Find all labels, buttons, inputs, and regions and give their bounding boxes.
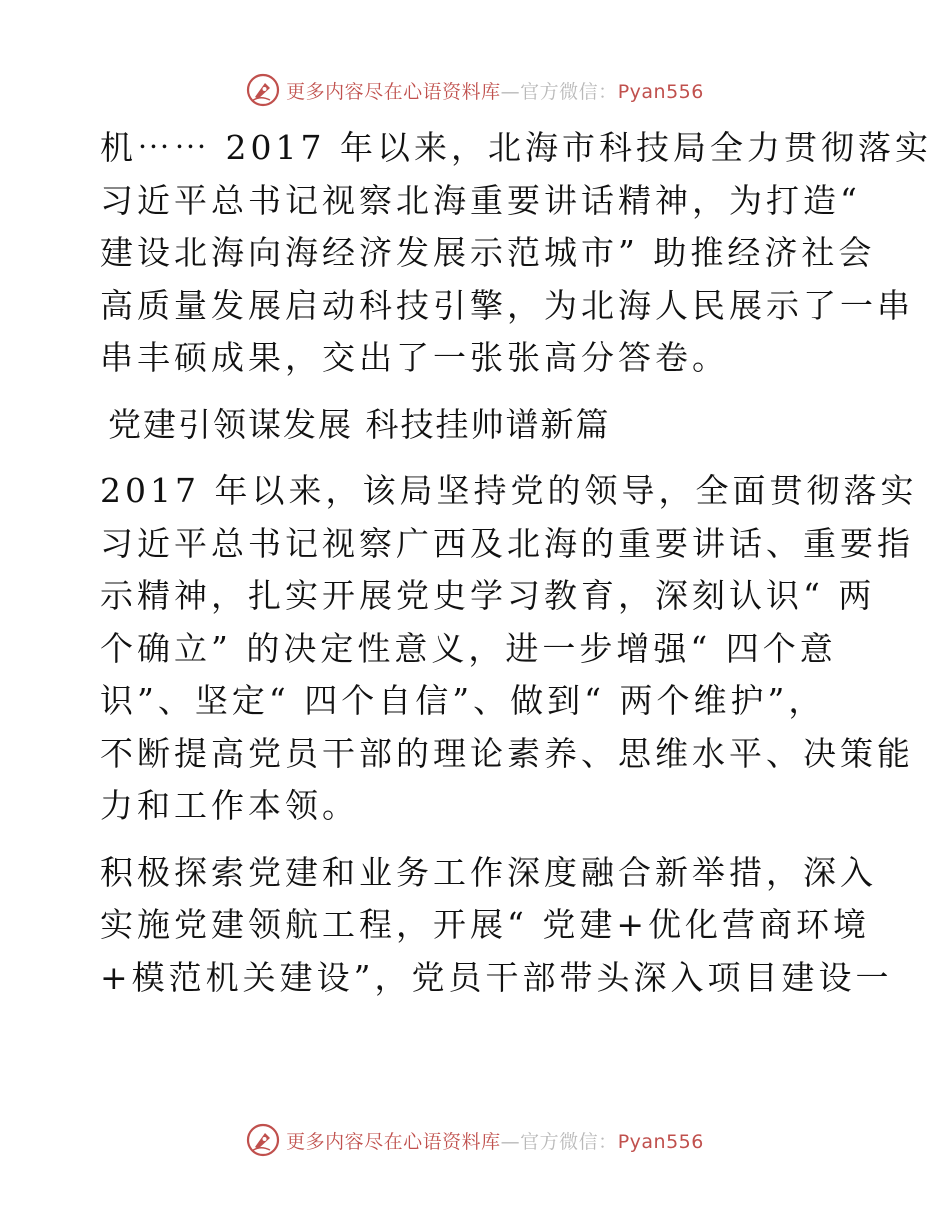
text-line: 2017 年以来，该局坚持党的领导，全面贯彻落实 [100, 471, 918, 510]
text-line: 示精神，扎实开展党史学习教育，深刻认识“ 两 [100, 576, 876, 615]
section-heading: 党建引领谋发展 科技挂帅谱新篇 [108, 404, 611, 444]
paragraph-1 [100, 122, 932, 385]
text-line: 机⋯⋯ 2017 年以来，北海市科技局全力贯彻落实 [100, 128, 932, 167]
wechat-id: Pyan556 [617, 80, 704, 103]
watermark-banner-bottom [0, 1120, 950, 1160]
text-line: +模范机关建设”，党员干部带头深入项目建设一 [100, 957, 893, 997]
official-label: 官方微信： [520, 1130, 618, 1153]
text-line: 识”、坚定“ 四个自信”、做到“ 两个维护”， [100, 681, 826, 720]
text-line: 建设北海向海经济发展示范城市” 助推经济社会 [100, 233, 876, 272]
text-line: 实施党建领航工程，开展“ 党建+优化营商环境 [100, 905, 871, 944]
pen-nib-logo-icon [246, 73, 280, 107]
wechat-id: Pyan556 [617, 1130, 704, 1153]
official-label: 官方微信： [520, 80, 618, 103]
separator: — [500, 80, 521, 103]
text-line: 不断提高党员干部的理论素养、思维水平、决策能 [100, 733, 914, 773]
paragraph-3 [100, 847, 893, 1005]
pen-nib-logo-icon [246, 1123, 280, 1157]
watermark-text [286, 1127, 704, 1154]
text-line: 高质量发展启动科技引擎，为北海人民展示了一串 [100, 285, 914, 325]
text-line: 积极探索党建和业务工作深度融合新举措，深入 [100, 852, 877, 892]
text-line: 力和工作本领。 [100, 786, 359, 825]
text-line: 个确立” 的决定性意义，进一步增强“ 四个意 [100, 628, 837, 668]
text-line: 串丰硕成果，交出了一张张高分答卷。 [100, 338, 729, 377]
document-body [100, 122, 932, 1018]
brand-text: 更多内容尽在心语资料库 [286, 1130, 501, 1153]
watermark-banner-top [0, 70, 950, 110]
brand-text: 更多内容尽在心语资料库 [286, 80, 501, 103]
paragraph-2 [100, 465, 918, 833]
separator: — [500, 1130, 521, 1153]
text-line: 习近平总书记视察广西及北海的重要讲话、重要指 [100, 523, 914, 563]
watermark-text [286, 77, 704, 104]
text-line: 习近平总书记视察北海重要讲话精神，为打造“ [100, 180, 861, 220]
